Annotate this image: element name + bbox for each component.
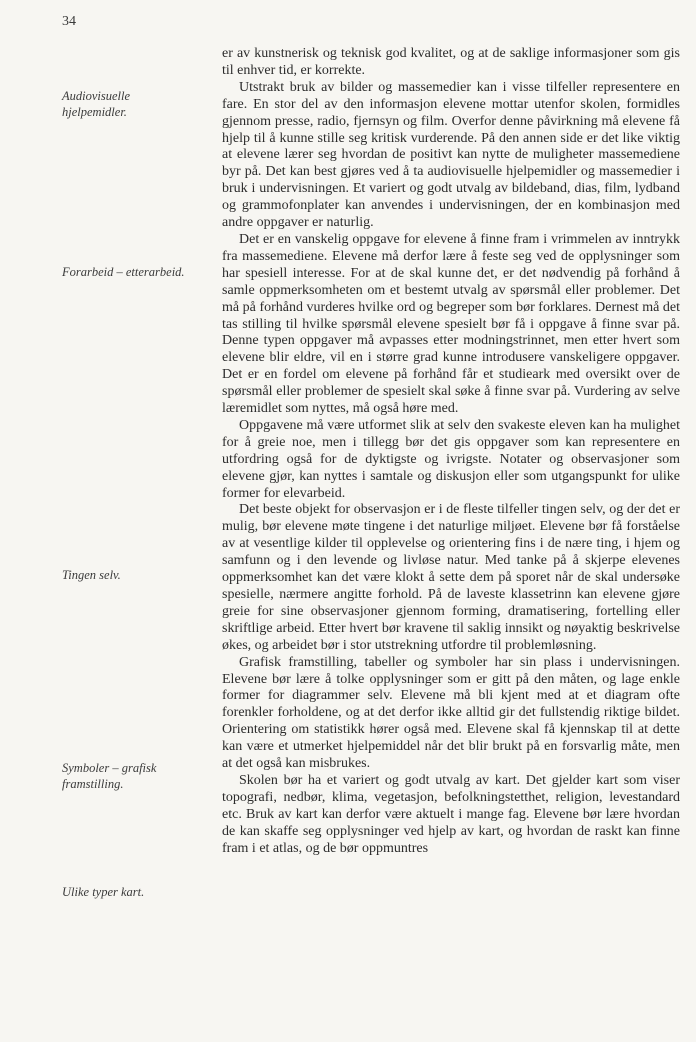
margin-note-forarbeid: Forarbeid – etterarbeid. bbox=[62, 265, 185, 279]
paragraph: Oppgavene må være utformet slik at selv den svakeste eleven kan ha mulighet for å greie noe, men i tillegg bør det gis oppgaver som kan representere en utfordring også for de dyktigste og ivrigste. Notater og observasjoner som elevene gjør, kan nyttes i samtale og diskusjon eller som utgangspunkt for ulike former for elevarbeid. bbox=[222, 417, 680, 501]
margin-note-tingen-selv: Tingen selv. bbox=[62, 568, 121, 582]
paragraph: Utstrakt bruk av bilder og massemedier kan i visse tilfeller representere en fare. En stor del av den informasjon elevene mottar utenfor skolen, formidles gjennom presse, radio, fjernsyn og film. Overfor denne påvirkning må elevene få hjelp til å kunne stille seg kritisk vurderende. På den annen side er det like viktig at elevene lærer seg hvordan de positivt kan nytte de muligheter massemediene byr på. Det kan best gjøres ved å ta audiovisuelle hjelpemidler og massemedier i bruk i undervisningen. Et variert og godt utvalg av bildeband, dias, film, lydband og grammofonplater kan anvendes i undervisningen, der en kombinasjon med andre oppgaver er naturlig. bbox=[222, 79, 680, 231]
paragraph: Det beste objekt for observasjon er i de fleste tilfeller tingen selv, og der det er mulig, bør elevene møte tingene i det naturlige miljøet. Elevene bør få forståelse av at vesentlige kilder til opplevelse og orientering fins i de nære ting, i hjem og samfunn og i den levende og livløse natur. Med tanke på å skjerpe elevenes oppmerksomhet kan det være klokt å sette dem på sporet når de skal undersøke spesielle, nærmere angitte forhold. På de laveste klassetrinn kan elevene gjøre greie for sine observasjoner gjennom forming, dramatisering, fortelling eller skriftlige arbeid. Etter hvert bør kravene til saklig innsikt og nøyaktig beskrivelse økes, og arbeidet bør i stor utstrekning utfordre til problemløsning. bbox=[222, 502, 680, 653]
margin-note-audiovisual: Audiovisuelle hjelpemidler. bbox=[62, 89, 131, 119]
paragraph: Det er en vanskelig oppgave for elevene å finne fram i vrimmelen av inntrykk fra massemediene. Elevene må derfor lære å feste seg ved de opplysninger som har spesiell interesse. For at de skal kunne det, er det nødvendig på forhånd å samle oppmerksomheten om et bestemt utvalg av spørsmål eller problemer. Det må på forhånd vurderes hvilke ord og begreper som bør forklares. Dernest må det tas stilling til hvilke spørsmål elevene spesielt bør få i oppgave å finne svar på. Denne typen oppgaver må avpasses etter modningstrinnet, men etter hvert som elevene blir eldre, vil en i større grad kunne introdusere vanskeligere oppgaver. Det er en fordel om elevene på forhånd får et studieark med oversikt over de spørsmål eller problemer de spesielt skal søke å finne svar på. Vurdering av selve læremidlet som nyttes, må også høre med. bbox=[222, 231, 680, 417]
paragraph: er av kunstnerisk og teknisk god kvalitet, og at de saklige informasjoner som gis til enhver tid, er korrekte. bbox=[222, 46, 680, 78]
paragraph: Skolen bør ha et variert og godt utvalg av kart. Det gjelder kart som viser topografi, nedbør, klima, vegetasjon, befolkningstetthet, religion, levestandard etc. Bruk av kart kan derfor være aktuelt i mange fag. Elevene bør lære hvordan de kan skaffe seg opplysninger ved hjelp av kart, og hvordan de raskt kan finne fram i et atlas, og de bør oppmuntres bbox=[222, 772, 680, 856]
paragraph: Grafisk framstilling, tabeller og symboler har sin plass i undervisningen. Elevene bør lære å tolke opplysninger som er gitt på den måten, og lage enkle former for diagrammer selv. Elevene må bli kjent med at et diagram ofte forenkler forholdene, og at det derfor ikke alltid gir det fullstendig riktige bildet. Orientering om statistikk hører også med. Elevene skal få kjennskap til at dette kan være et utmerket hjelpemiddel når det blir brukt på en forsvarlig måte, men at det også kan misbrukes. bbox=[222, 654, 680, 772]
margin-note-kart: Ulike typer kart. bbox=[62, 885, 145, 899]
page-number: 34 bbox=[62, 14, 76, 29]
margin-note-symboler: Symboler – grafisk framstilling. bbox=[62, 761, 157, 791]
body-text bbox=[222, 46, 680, 858]
